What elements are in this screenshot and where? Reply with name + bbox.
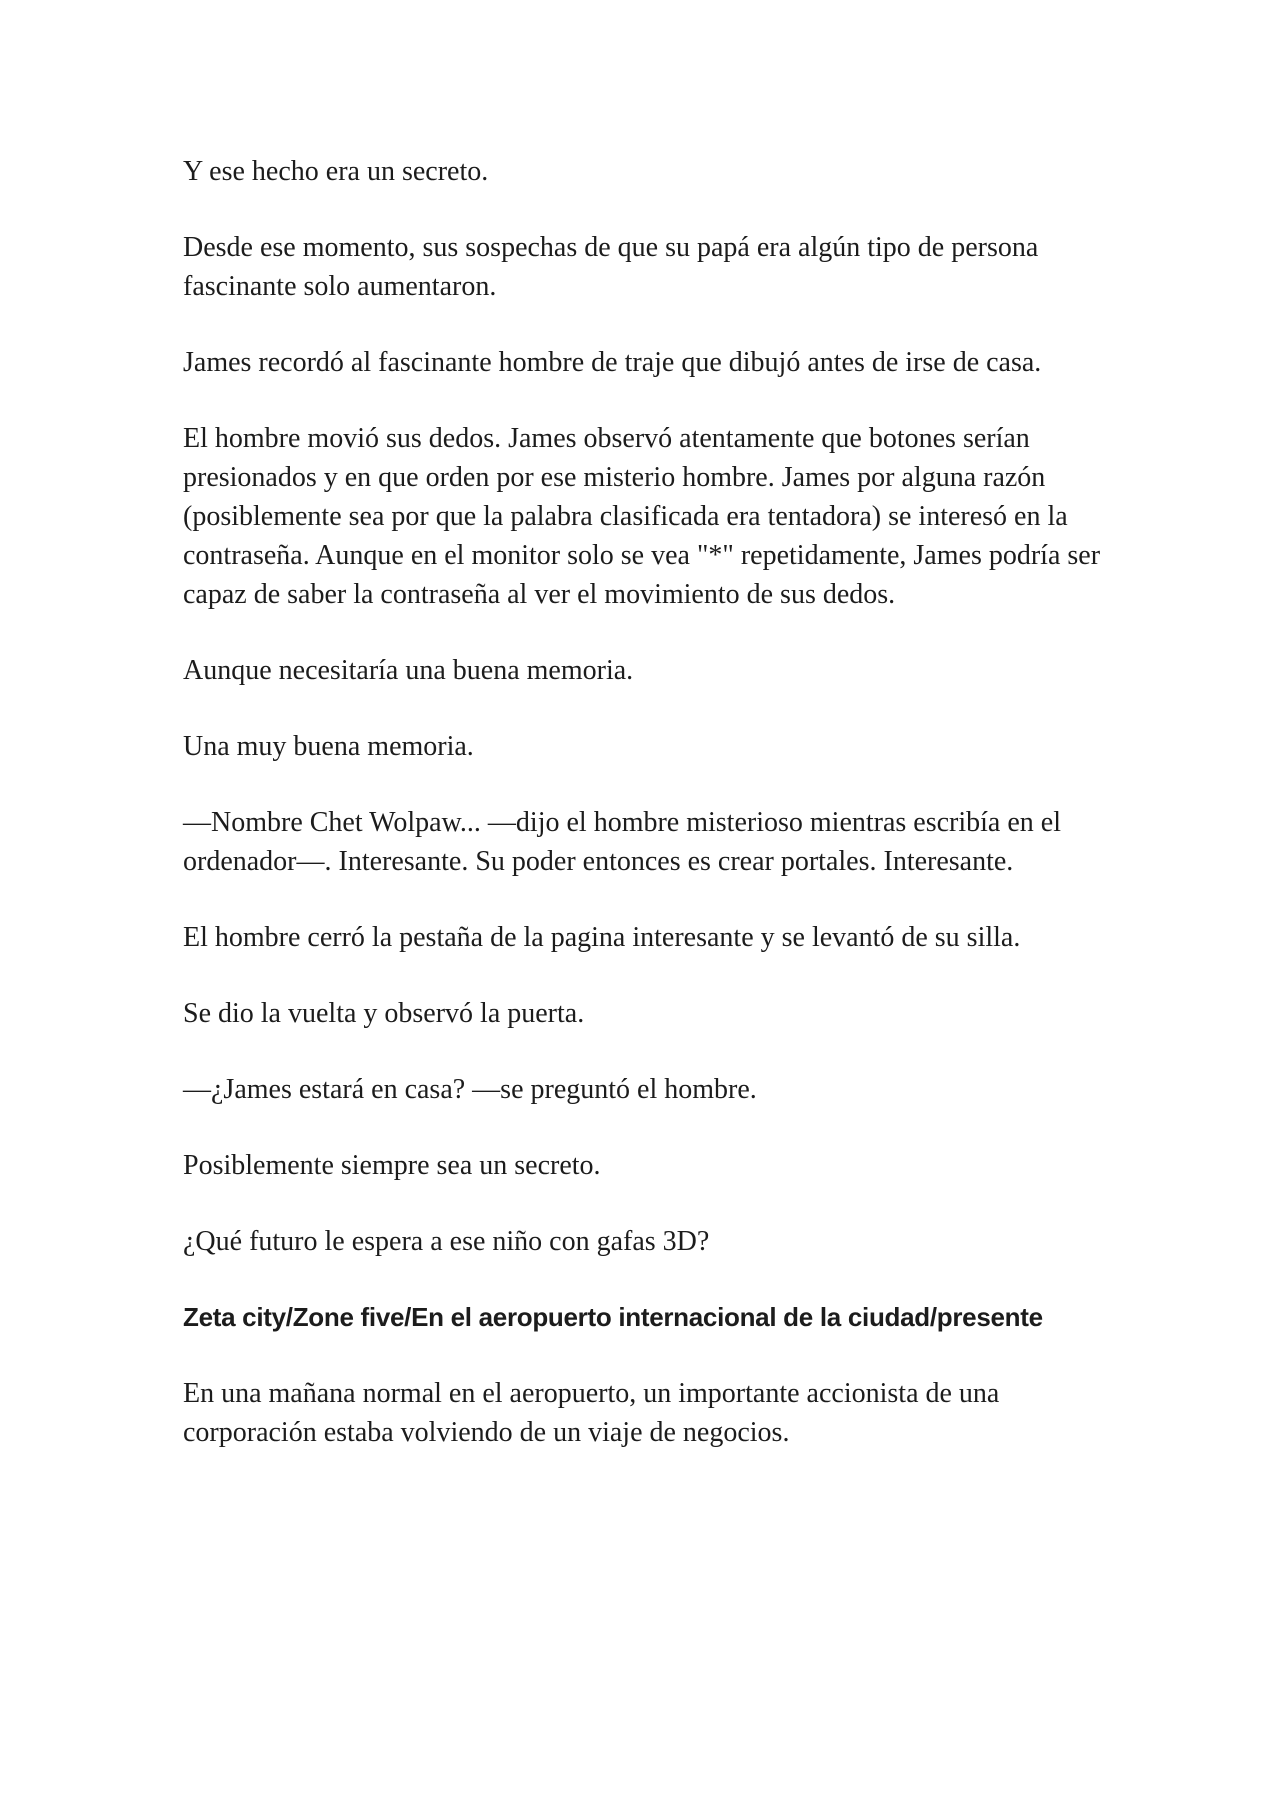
paragraph: —Nombre Chet Wolpaw... —dijo el hombre misterioso mientras escribía en el ordenador—. Interesante. Su poder entonces es crear portales. Interesante. xyxy=(183,807,1061,877)
paragraph: Una muy buena memoria. xyxy=(183,731,474,762)
section-heading: Zeta city/Zone five/En el aeropuerto internacional de la ciudad/presente xyxy=(183,1302,1043,1332)
paragraph: Posiblemente siempre sea un secreto. xyxy=(183,1150,601,1181)
paragraph: Desde ese momento, sus sospechas de que su papá era algún tipo de persona fascinante solo aumentaron. xyxy=(183,232,1039,302)
paragraph: En una mañana normal en el aeropuerto, un importante accionista de una corporación estaba volviendo de un viaje de negocios. xyxy=(183,1378,1000,1448)
paragraph: El hombre movió sus dedos. James observó atentamente que botones serían presionados y en que orden por ese misterio hombre. James por alguna razón (posiblemente sea por que la palabra clasificada era tentadora) se interesó en la contraseña. Aunque en el monitor solo se vea "*" repetidamente, James podría ser capaz de saber la contraseña al ver el movimiento de sus dedos. xyxy=(183,423,1101,610)
paragraph: James recordó al fascinante hombre de traje que dibujó antes de irse de casa. xyxy=(183,347,1042,378)
document-page xyxy=(183,152,1113,1489)
paragraph: Aunque necesitaría una buena memoria. xyxy=(183,655,634,686)
paragraph: El hombre cerró la pestaña de la pagina interesante y se levantó de su silla. xyxy=(183,922,1021,953)
paragraph: Y ese hecho era un secreto. xyxy=(183,156,489,187)
paragraph: Se dio la vuelta y observó la puerta. xyxy=(183,998,585,1029)
paragraph: ¿Qué futuro le espera a ese niño con gafas 3D? xyxy=(183,1226,710,1257)
paragraph: —¿James estará en casa? —se preguntó el hombre. xyxy=(183,1074,757,1105)
